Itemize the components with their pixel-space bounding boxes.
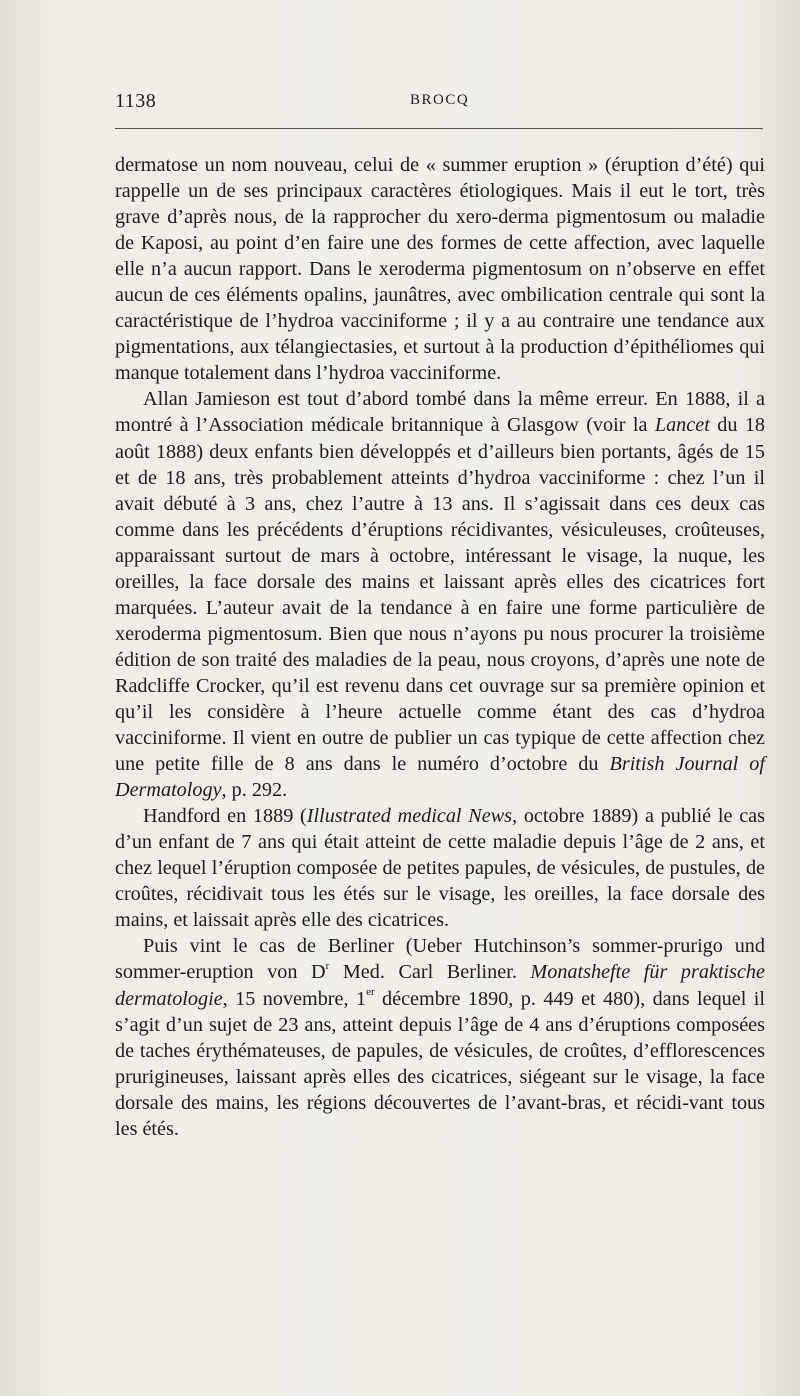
paragraph-4-part-b: Med. Carl Berliner. [329, 961, 531, 984]
paragraph-2-part-a: Allan Jamieson est tout d’abord tombé dans la même erreur. En 1888, il a montré à l’Association médicale britannique à Glasgow (voir la [115, 388, 765, 437]
paragraph-4-part-a: Puis vint le cas de Berliner (Ueber Hutchinson’s sommer-prurigo und sommer-eruption von D [115, 935, 765, 984]
running-head: BROCQ [410, 92, 470, 108]
paragraph-3 [115, 803, 765, 933]
citation-monatshefte: Monatshefte für praktische dermatologie [115, 961, 765, 1010]
citation-british-journal: British Journal of Dermatology [115, 753, 765, 802]
paragraph-2 [115, 386, 765, 803]
citation-lancet: Lancet [654, 414, 710, 437]
paragraph-2-part-b: du 18 août 1888) deux enfants bien développés et d’ailleurs bien portants, âgés de 15 et de 18 ans, très probablement atteints d’hydroa vacciniforme : chez l’un il avait débuté à 3 ans, chez l’autre à 13 ans. Il s’agissait dans ces deux cas comme dans les précédents d’éruptions récidivantes, vésiculeuses, croûteuses, apparaissant surtout de mars à octobre, intéressant le visage, la nuque, les oreilles, la face dorsale des mains et laissant après elles des cicatrices fort marquées. L’auteur avait de la tendance à en faire une forme particulière de xeroderma pigmentosum. Bien que nous n’ayons pu nous procurer la troisième édition de son traité des maladies de la peau, nous croyons, d’après une note de Radcliffe Crocker, qu’il est revenu dans cet ouvrage sur sa première opinion et qu’il les considère à l’heure actuelle comme étant des cas d’hydroa vacciniforme. Il vient en outre de publier un cas typique de cette affection chez une petite fille de 8 ans dans le numéro d’octobre du [115, 414, 766, 776]
superscript-er: er [366, 985, 375, 998]
header-rule [115, 128, 763, 129]
paragraph-1 [115, 152, 765, 386]
paragraph-2-part-c: , p. 292. [221, 779, 288, 802]
paragraph-1-text: dermatose un nom nouveau, celui de « summer eruption » (éruption d’été) qui rappelle un de ses principaux caractères étiologiques. Mais il eut le tort, très grave d’après nous, de la rapprocher du xero-derma pigmentosum ou maladie de Kaposi, au point d’en faire une des formes de cette affection, avec laquelle elle n’a aucun rapport. Dans le xeroderma pigmentosum on n’observe en effet aucun de ces éléments opalins, jaunâtres, avec ombilication centrale qui sont la caractéristique de l’hydroa vacciniforme ; il y a au contraire une tendance aux pigmentations, aux télangiectasies, et surtout à la production d’épithéliomes qui manque totalement dans l’hydroa vacciniforme. [115, 154, 765, 385]
paragraph-3-part-a: Handford en 1889 ( [143, 805, 307, 828]
paragraph-4-part-d: décembre 1890, p. 449 et 480), dans lequel il s’agit d’un sujet de 23 ans, atteint depuis l’âge de 4 ans d’éruptions composées de taches érythémateuses, de papules, de vésicules, de croûtes, d’efflorescences prurigineuses, laissant après elles des cicatrices, siégeant sur le visage, la face dorsale des mains, les régions découvertes de l’avant-bras, et récidi-vant tous les étés. [115, 987, 765, 1140]
superscript-r: r [325, 959, 330, 972]
page-header [115, 90, 763, 116]
citation-illustrated-news: Illustrated medical News [306, 805, 513, 828]
paragraph-3-part-b: , octobre 1889) a publié le cas d’un enfant de 7 ans qui était atteint de cette maladie depuis l’âge de 2 ans, et chez lequel l’éruption composée de petites papules, de vésicules, de pustules, de croûtes, récidivait tous les étés sur le visage, les oreilles, la face dorsale des mains, et laissait après elle des cicatrices. [115, 805, 765, 932]
paragraph-4-part-c: , 15 novembre, 1 [222, 987, 367, 1010]
body-text [115, 152, 765, 1142]
page-number: 1138 [115, 90, 157, 112]
paragraph-4 [115, 933, 765, 1141]
